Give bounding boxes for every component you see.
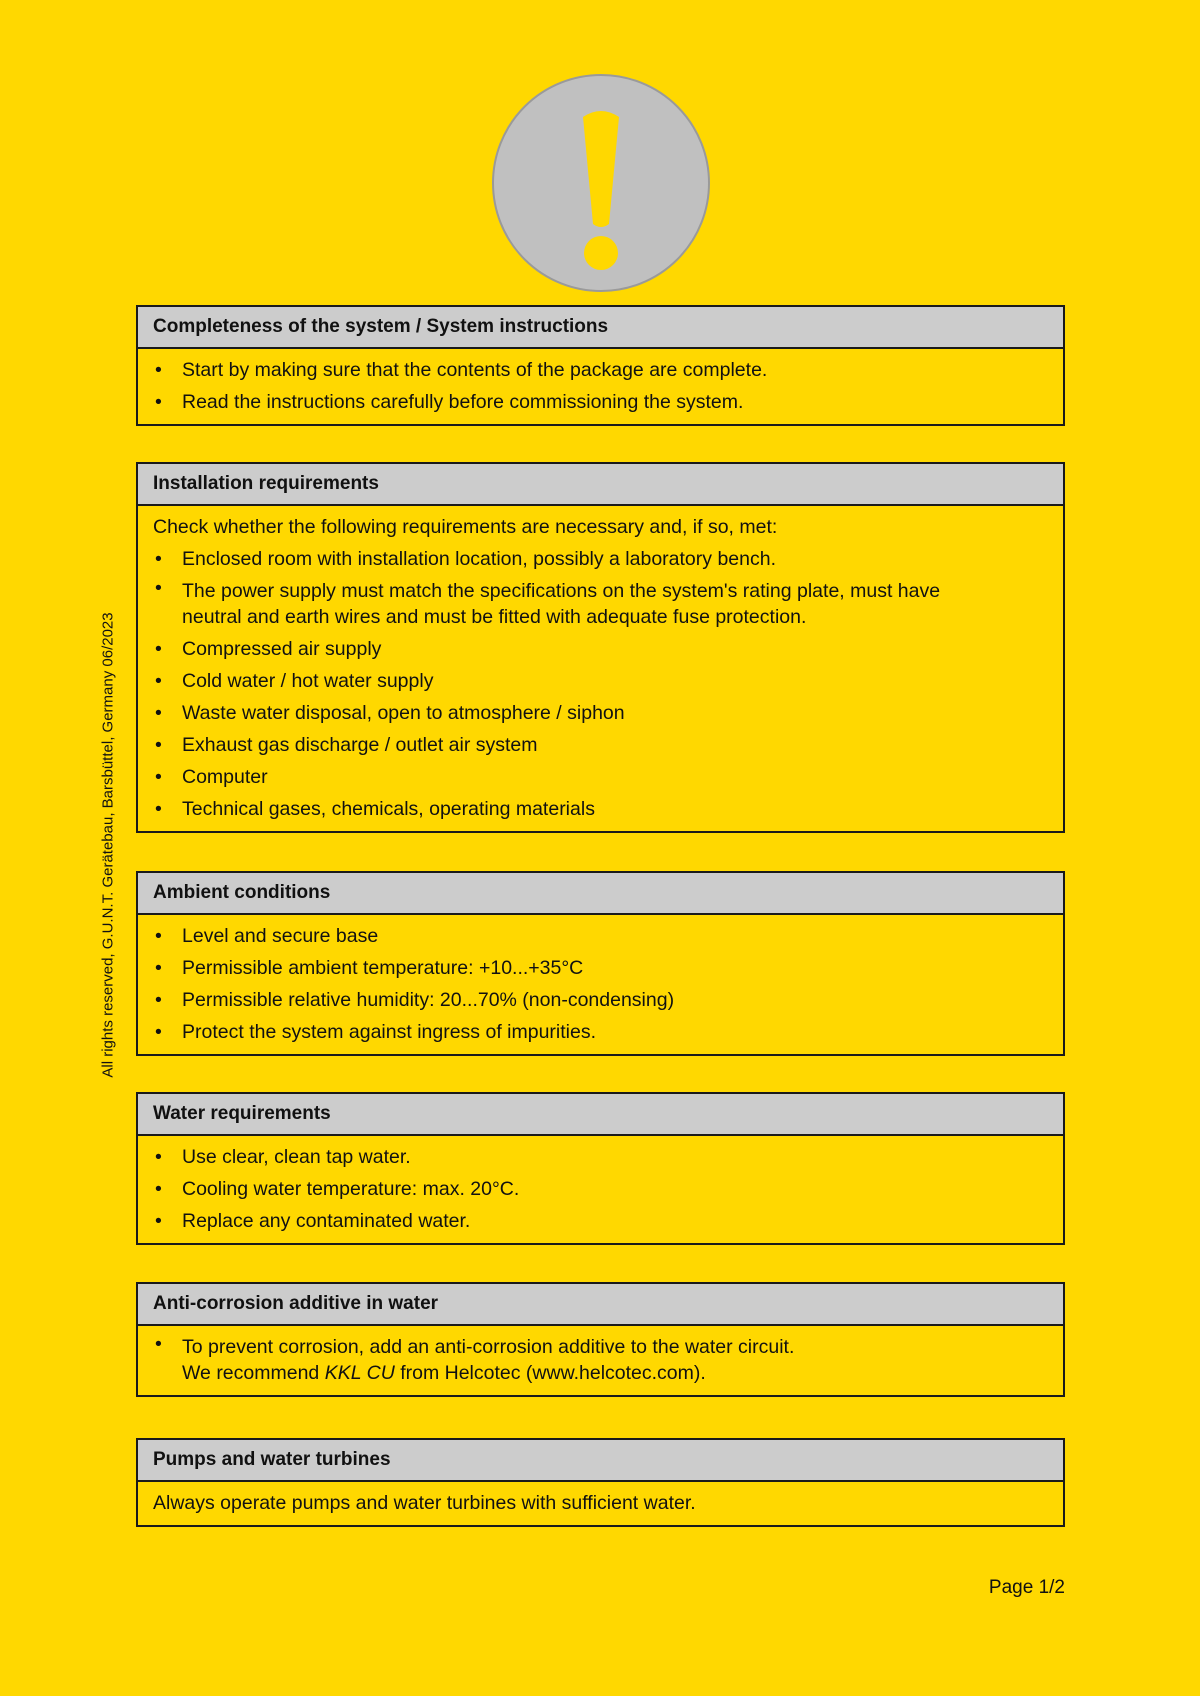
list-item: • Enclosed room with installation location, possibly a laboratory bench. — [153, 543, 1048, 575]
list-item: • Cold water / hot water supply — [153, 665, 1048, 697]
section-title: Anti-corrosion additive in water — [138, 1284, 1063, 1326]
section-intro: Check whether the following requirements are necessary and, if so, met: — [153, 516, 778, 538]
water-section — [136, 1092, 1065, 1245]
list-item: • Permissible ambient temperature: +10...+35°C — [153, 952, 1048, 984]
list-item: • Computer — [153, 761, 1048, 793]
page-number: Page 1/2 — [988, 1577, 1065, 1598]
list-item: • Read the instructions carefully before commissioning the system. — [153, 386, 1048, 418]
copyright-note: All rights reserved, G.U.N.T. Gerätebau, Barsbüttel, Germany 06/2023 — [99, 612, 117, 1078]
section-title: Ambient conditions — [138, 873, 1063, 915]
list-item: • Waste water disposal, open to atmosphere / siphon — [153, 697, 1048, 729]
section-title: Water requirements — [138, 1094, 1063, 1136]
list-item: • Protect the system against ingress of impurities. — [153, 1016, 1048, 1048]
list-item — [153, 1331, 1048, 1389]
recommend-prefix: We recommend — [182, 1362, 325, 1384]
recommend-suffix: from Helcotec (www.helcotec.com). — [394, 1362, 706, 1384]
anticorrosion-section — [136, 1282, 1065, 1397]
list-item: • Technical gases, chemicals, operating materials — [153, 793, 1048, 825]
list-item: • Use clear, clean tap water. — [153, 1141, 1048, 1173]
list-item-line: neutral and earth wires and must be fitted with adequate fuse protection. — [182, 606, 807, 628]
list-item: • Start by making sure that the contents of the package are complete. — [153, 354, 1048, 386]
list-item-line: • To prevent corrosion, add an anti-corrosion additive to the water circuit. — [182, 1336, 795, 1358]
section-title: Pumps and water turbines — [138, 1440, 1063, 1482]
exclamation-warning-icon — [490, 72, 712, 294]
section-text: Always operate pumps and water turbines with sufficient water. — [153, 1492, 696, 1514]
list-item — [153, 575, 1048, 633]
section-title: Installation requirements — [138, 464, 1063, 506]
list-item: • Compressed air supply — [153, 633, 1048, 665]
list-item-line: • The power supply must match the specifications on the system's rating plate, must have — [182, 580, 941, 602]
list-item: • Level and secure base — [153, 920, 1048, 952]
list-item: • Replace any contaminated water. — [153, 1205, 1048, 1237]
product-name: KKL CU — [324, 1362, 395, 1384]
pumps-section — [136, 1438, 1065, 1527]
completeness-section — [136, 305, 1065, 426]
installation-section — [136, 462, 1065, 833]
list-item: • Exhaust gas discharge / outlet air system — [153, 729, 1048, 761]
list-item: • Cooling water temperature: max. 20°C. — [153, 1173, 1048, 1205]
section-title: Completeness of the system / System instructions — [138, 307, 1063, 349]
ambient-section — [136, 871, 1065, 1056]
list-item-line — [182, 1360, 1048, 1386]
list-item: • Permissible relative humidity: 20...70% (non-condensing) — [153, 984, 1048, 1016]
